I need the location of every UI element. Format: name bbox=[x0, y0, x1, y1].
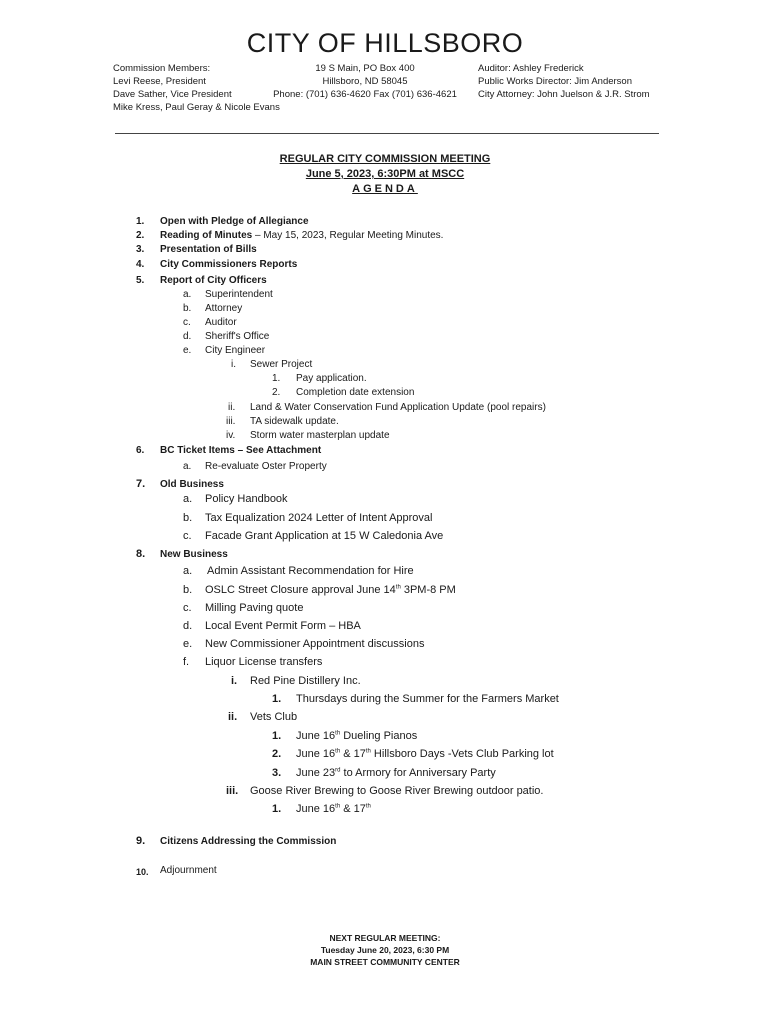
ordinal-suffix: th bbox=[395, 584, 401, 591]
sub-marker: c. bbox=[183, 530, 192, 542]
item-reading-minutes-text: – May 15, 2023, Regular Meeting Minutes. bbox=[252, 230, 444, 241]
meeting-title: REGULAR CITY COMMISSION MEETING bbox=[279, 153, 491, 165]
sub-item: Attorney bbox=[205, 303, 243, 314]
liquor-sub-text: Dueling Pianos bbox=[340, 730, 418, 742]
liquor-sub-item bbox=[296, 803, 371, 815]
engineer-item: Sewer Project bbox=[250, 359, 313, 370]
item-open-pledge: Open with Pledge of Allegiance bbox=[160, 216, 309, 227]
item-number: 5. bbox=[136, 275, 145, 286]
item-number: 4. bbox=[136, 259, 145, 270]
engineer-item: Storm water masterplan update bbox=[250, 430, 390, 441]
header-center-line: 19 S Main, PO Box 400 bbox=[315, 63, 415, 74]
liquor-sub-item bbox=[296, 748, 554, 760]
sub-item: Tax Equalization 2024 Letter of Intent Approval bbox=[205, 512, 433, 524]
address-block bbox=[270, 62, 460, 101]
ordinal-suffix: th bbox=[335, 748, 341, 755]
sub-item-text: OSLC Street Closure approval June 14 bbox=[205, 584, 396, 596]
sub-marker: d. bbox=[183, 331, 192, 342]
sub-marker: a. bbox=[183, 565, 193, 577]
sub-item: Liquor License transfers bbox=[205, 656, 323, 668]
sub-item-text: 3PM-8 PM bbox=[400, 584, 456, 596]
item-bc-ticket: BC Ticket Items – See Attachment bbox=[160, 445, 322, 456]
sub-item: New Commissioner Appointment discussions bbox=[205, 638, 425, 650]
engineer-item: TA sidewalk update. bbox=[250, 416, 339, 427]
ordinal-suffix: th bbox=[365, 803, 371, 810]
item-new-business: New Business bbox=[160, 549, 228, 560]
sub-item: City Engineer bbox=[205, 345, 266, 356]
ordinal-suffix: th bbox=[365, 748, 371, 755]
sewer-item: Pay application. bbox=[296, 373, 367, 384]
sub-item: Policy Handbook bbox=[205, 493, 288, 505]
liquor-sub-text: June 16 bbox=[296, 803, 336, 815]
item-adjournment: Adjournment bbox=[160, 865, 217, 876]
header-center-line: Phone: (701) 636-4620 Fax (701) 636-4621 bbox=[273, 89, 457, 100]
sub-marker: c. bbox=[183, 602, 192, 614]
header-right-line: City Attorney: John Juelson & J.R. Strom bbox=[478, 89, 650, 100]
item-reading-minutes bbox=[160, 230, 443, 241]
item-number: 8. bbox=[136, 548, 146, 560]
engineer-item: Land & Water Conservation Fund Application Update (pool repairs) bbox=[250, 402, 546, 413]
sub-marker: b. bbox=[183, 512, 193, 524]
sewer-item: Completion date extension bbox=[296, 387, 415, 398]
number-marker: 2. bbox=[272, 387, 281, 398]
number-marker: 1. bbox=[272, 693, 282, 705]
ordinal-suffix: th bbox=[335, 803, 341, 810]
meeting-date: June 5, 2023, 6:30PM at MSCC bbox=[305, 168, 465, 180]
sub-item: Milling Paving quote bbox=[205, 602, 304, 614]
sub-item: Re-evaluate Oster Property bbox=[205, 461, 327, 472]
sub-marker: b. bbox=[183, 584, 193, 596]
sub-item: Facade Grant Application at 15 W Caledonia Ave bbox=[205, 530, 444, 542]
liquor-sub-text: June 16 bbox=[296, 748, 336, 760]
item-citizens-addressing: Citizens Addressing the Commission bbox=[160, 836, 337, 847]
sub-marker: a. bbox=[183, 493, 193, 505]
item-number: 7. bbox=[136, 478, 146, 490]
roman-marker: ii. bbox=[228, 711, 238, 723]
sub-item: Auditor bbox=[205, 317, 237, 328]
next-meeting-date: Tuesday June 20, 2023, 6:30 PM bbox=[320, 945, 450, 955]
ordinal-suffix: th bbox=[335, 730, 341, 737]
sub-item: Admin Assistant Recommendation for Hire bbox=[207, 565, 414, 577]
item-number: 2. bbox=[136, 230, 145, 241]
number-marker: 2. bbox=[272, 748, 282, 760]
sub-marker: e. bbox=[183, 345, 192, 356]
sub-item: Superintendent bbox=[205, 289, 273, 300]
sub-item: Local Event Permit Form – HBA bbox=[205, 620, 361, 632]
liquor-sub-text: June 16 bbox=[296, 730, 336, 742]
liquor-sub-text: Hillsboro Days -Vets Club Parking lot bbox=[370, 748, 554, 760]
number-marker: 1. bbox=[272, 730, 282, 742]
header-divider bbox=[115, 133, 659, 134]
liquor-license-item: Vets Club bbox=[250, 711, 298, 723]
number-marker: 1. bbox=[272, 373, 281, 384]
roman-marker: i. bbox=[231, 359, 236, 370]
header-left-line: Dave Sather, Vice President bbox=[113, 89, 232, 100]
sub-marker: a. bbox=[183, 461, 192, 472]
roman-marker: iii. bbox=[226, 785, 239, 797]
sub-marker: b. bbox=[183, 303, 192, 314]
ordinal-suffix: rd bbox=[335, 767, 341, 774]
commission-members-block bbox=[113, 62, 280, 114]
liquor-license-item: Goose River Brewing to Goose River Brewing outdoor patio. bbox=[250, 785, 544, 797]
item-commissioners-reports: City Commissioners Reports bbox=[160, 259, 298, 270]
item-number: 1. bbox=[136, 216, 145, 227]
number-marker: 3. bbox=[272, 767, 282, 779]
item-number: 3. bbox=[136, 244, 145, 255]
header-left-line: Mike Kress, Paul Geray & Nicole Evans bbox=[113, 102, 280, 113]
roman-marker: i. bbox=[231, 675, 238, 687]
liquor-sub-text: June 23 bbox=[296, 767, 336, 779]
header-right-line: Auditor: Ashley Frederick bbox=[478, 63, 584, 74]
officials-block bbox=[478, 62, 650, 101]
agenda-label: AGENDA bbox=[352, 183, 418, 195]
sub-marker: c. bbox=[183, 317, 191, 328]
header-left-line: Levi Reese, President bbox=[113, 76, 206, 87]
meeting-heading bbox=[0, 152, 770, 197]
liquor-sub-text: to Armory for Anniversary Party bbox=[340, 767, 496, 779]
next-meeting-location: MAIN STREET COMMUNITY CENTER bbox=[310, 957, 460, 967]
sub-marker: a. bbox=[183, 289, 192, 300]
roman-marker: ii. bbox=[228, 402, 236, 413]
liquor-sub-item bbox=[296, 767, 496, 779]
header-left-line: Commission Members: bbox=[113, 63, 211, 74]
city-title: CITY OF HILLSBORO bbox=[246, 28, 524, 58]
sub-item: Sheriff's Office bbox=[205, 331, 270, 342]
next-meeting-block bbox=[0, 932, 770, 968]
number-marker: 1. bbox=[272, 803, 282, 815]
liquor-sub-item bbox=[296, 730, 417, 742]
liquor-sub-item: Thursdays during the Summer for the Farmers Market bbox=[296, 693, 559, 705]
header-right-line: Public Works Director: Jim Anderson bbox=[478, 76, 632, 87]
liquor-sub-text: & 17 bbox=[340, 748, 366, 760]
header-center-line: Hillsboro, ND 58045 bbox=[322, 76, 408, 87]
sub-item bbox=[205, 584, 456, 596]
sub-marker: d. bbox=[183, 620, 193, 632]
next-meeting-heading: NEXT REGULAR MEETING: bbox=[329, 933, 441, 943]
item-report-officers: Report of City Officers bbox=[160, 275, 267, 286]
sub-marker: f. bbox=[183, 656, 190, 668]
sub-marker: e. bbox=[183, 638, 193, 650]
roman-marker: iv. bbox=[226, 430, 236, 441]
item-number: 9. bbox=[136, 835, 146, 847]
item-number: 6. bbox=[136, 445, 145, 456]
item-old-business: Old Business bbox=[160, 479, 224, 490]
liquor-sub-text: & 17 bbox=[340, 803, 366, 815]
item-number: 10. bbox=[136, 867, 149, 877]
roman-marker: iii. bbox=[226, 416, 236, 427]
item-presentation-bills: Presentation of Bills bbox=[160, 244, 257, 255]
liquor-license-item: Red Pine Distillery Inc. bbox=[250, 675, 361, 687]
item-reading-minutes-label: Reading of Minutes bbox=[160, 230, 253, 241]
